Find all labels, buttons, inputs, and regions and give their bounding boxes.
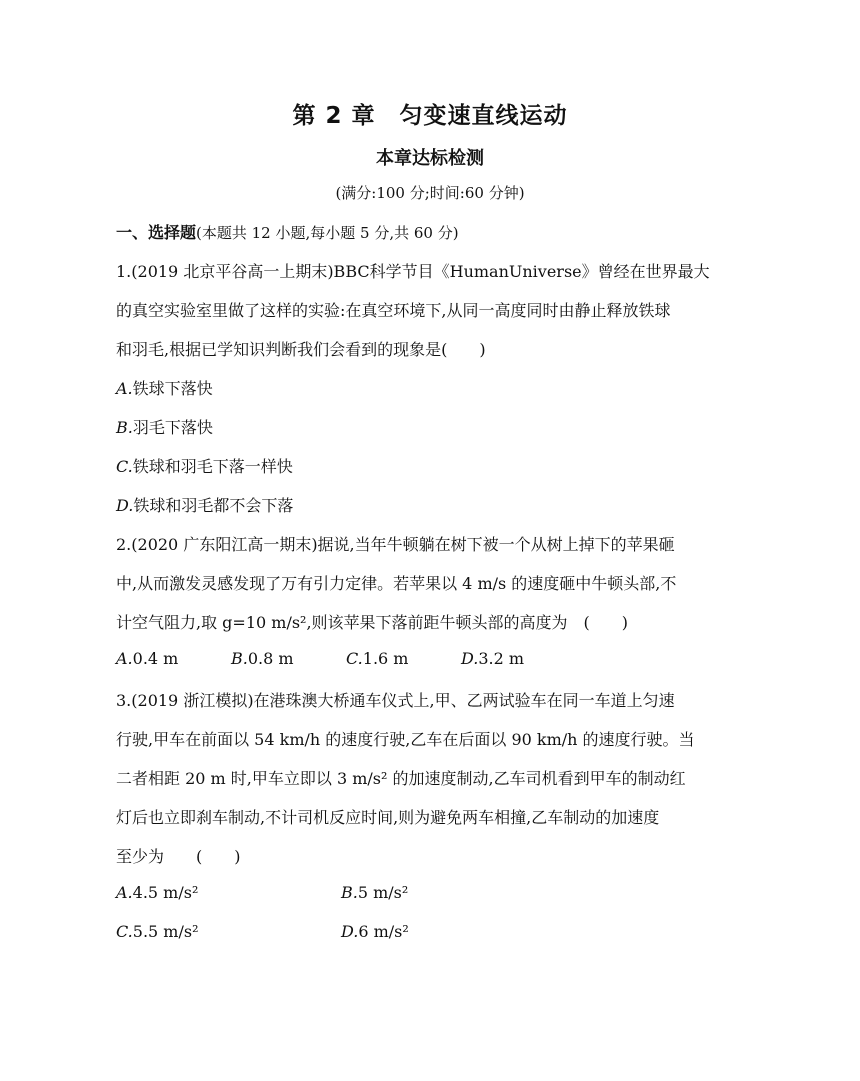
- question-3-option-b: [341, 883, 408, 902]
- option-letter: C.: [116, 922, 133, 941]
- question-1-option-c: [116, 454, 293, 477]
- question-1-option-a: [116, 376, 213, 399]
- option-letter: D.: [461, 649, 479, 668]
- option-letter: B.: [116, 418, 133, 437]
- option-letter: D.: [116, 496, 134, 515]
- option-text: 3.2 m: [478, 649, 525, 668]
- question-3-option-c: [116, 922, 341, 941]
- section-note: (本题共 12 小题,每小题 5 分,共 60 分): [196, 224, 459, 242]
- question-1-option-d: [116, 493, 293, 516]
- option-letter: B.: [231, 649, 248, 668]
- question-3-options-row-1: [116, 883, 408, 902]
- option-text: 6 m/s²: [358, 922, 409, 941]
- option-text: 铁球下落快: [132, 379, 213, 398]
- option-letter: A.: [116, 379, 133, 398]
- question-3-line-3: 二者相距 20 m 时,甲车立即以 3 m/s² 的加速度制动,乙车司机看到甲车的制动红: [116, 769, 686, 788]
- option-letter: A.: [116, 649, 133, 668]
- option-letter: C.: [116, 457, 133, 476]
- option-letter: C.: [346, 649, 363, 668]
- option-letter: D.: [341, 922, 359, 941]
- question-2-option-c: [346, 649, 461, 668]
- question-3-line-1: 3.(2019 浙江模拟)在港珠澳大桥通车仪式上,甲、乙两试验车在同一车道上匀速: [116, 691, 675, 710]
- question-3-line-5: 至少为 ( ): [116, 847, 241, 866]
- question-2-option-a: [116, 649, 231, 668]
- question-3-line-4: 灯后也立即刹车制动,不计司机反应时间,则为避免两车相撞,乙车制动的加速度: [116, 808, 660, 827]
- question-1-line-3: 和羽毛,根据已学知识判断我们会看到的现象是( ): [116, 340, 486, 359]
- question-2-option-d: [461, 649, 524, 668]
- chapter-title: 第 2 章 匀变速直线运动: [292, 103, 568, 129]
- question-2-line-2: 中,从而激发灵感发现了万有引力定律。若苹果以 4 m/s 的速度砸中牛顿头部,不: [116, 574, 677, 593]
- option-text: 铁球和羽毛都不会下落: [133, 496, 294, 515]
- question-2-line-1: 2.(2020 广东阳江高一期末)据说,当年牛顿躺在树下被一个从树上掉下的苹果砸: [116, 535, 675, 554]
- option-letter: A.: [116, 883, 133, 902]
- question-2-option-b: [231, 649, 346, 668]
- question-3-option-d: [341, 922, 409, 941]
- question-2-options: [116, 649, 524, 668]
- question-1-option-b: [116, 415, 213, 438]
- option-text: 5.5 m/s²: [132, 922, 199, 941]
- option-text: 1.6 m: [362, 649, 409, 668]
- question-3-line-2: 行驶,甲车在前面以 54 km/h 的速度行驶,乙车在后面以 90 km/h 的速度行驶。当: [116, 730, 695, 749]
- option-letter: B.: [341, 883, 358, 902]
- option-text: 0.4 m: [132, 649, 179, 668]
- question-3-options-row-2: [116, 922, 409, 941]
- option-text: 羽毛下落快: [132, 418, 213, 437]
- section-heading: 一、选择题: [116, 223, 197, 242]
- question-1-line-1: 1.(2019 北京平谷高一上期末)BBC科学节目《HumanUniverse》曾经在世界最大: [116, 262, 710, 281]
- option-text: 0.8 m: [247, 649, 294, 668]
- option-text: 铁球和羽毛下落一样快: [132, 457, 293, 476]
- exam-meta: (满分:100 分;时间:60 分钟): [335, 184, 525, 202]
- option-text: 4.5 m/s²: [132, 883, 199, 902]
- option-text: 5 m/s²: [357, 883, 409, 902]
- section-heading-line: [116, 220, 459, 243]
- question-1-line-2: 的真空实验室里做了这样的实验:在真空环境下,从同一高度同时由静止释放铁球: [116, 301, 671, 320]
- page-subtitle: 本章达标检测: [376, 148, 484, 169]
- question-2-line-3: 计空气阻力,取 g=10 m/s²,则该苹果下落前距牛顿头部的高度为 ( ): [116, 613, 629, 632]
- question-3-option-a: [116, 883, 341, 902]
